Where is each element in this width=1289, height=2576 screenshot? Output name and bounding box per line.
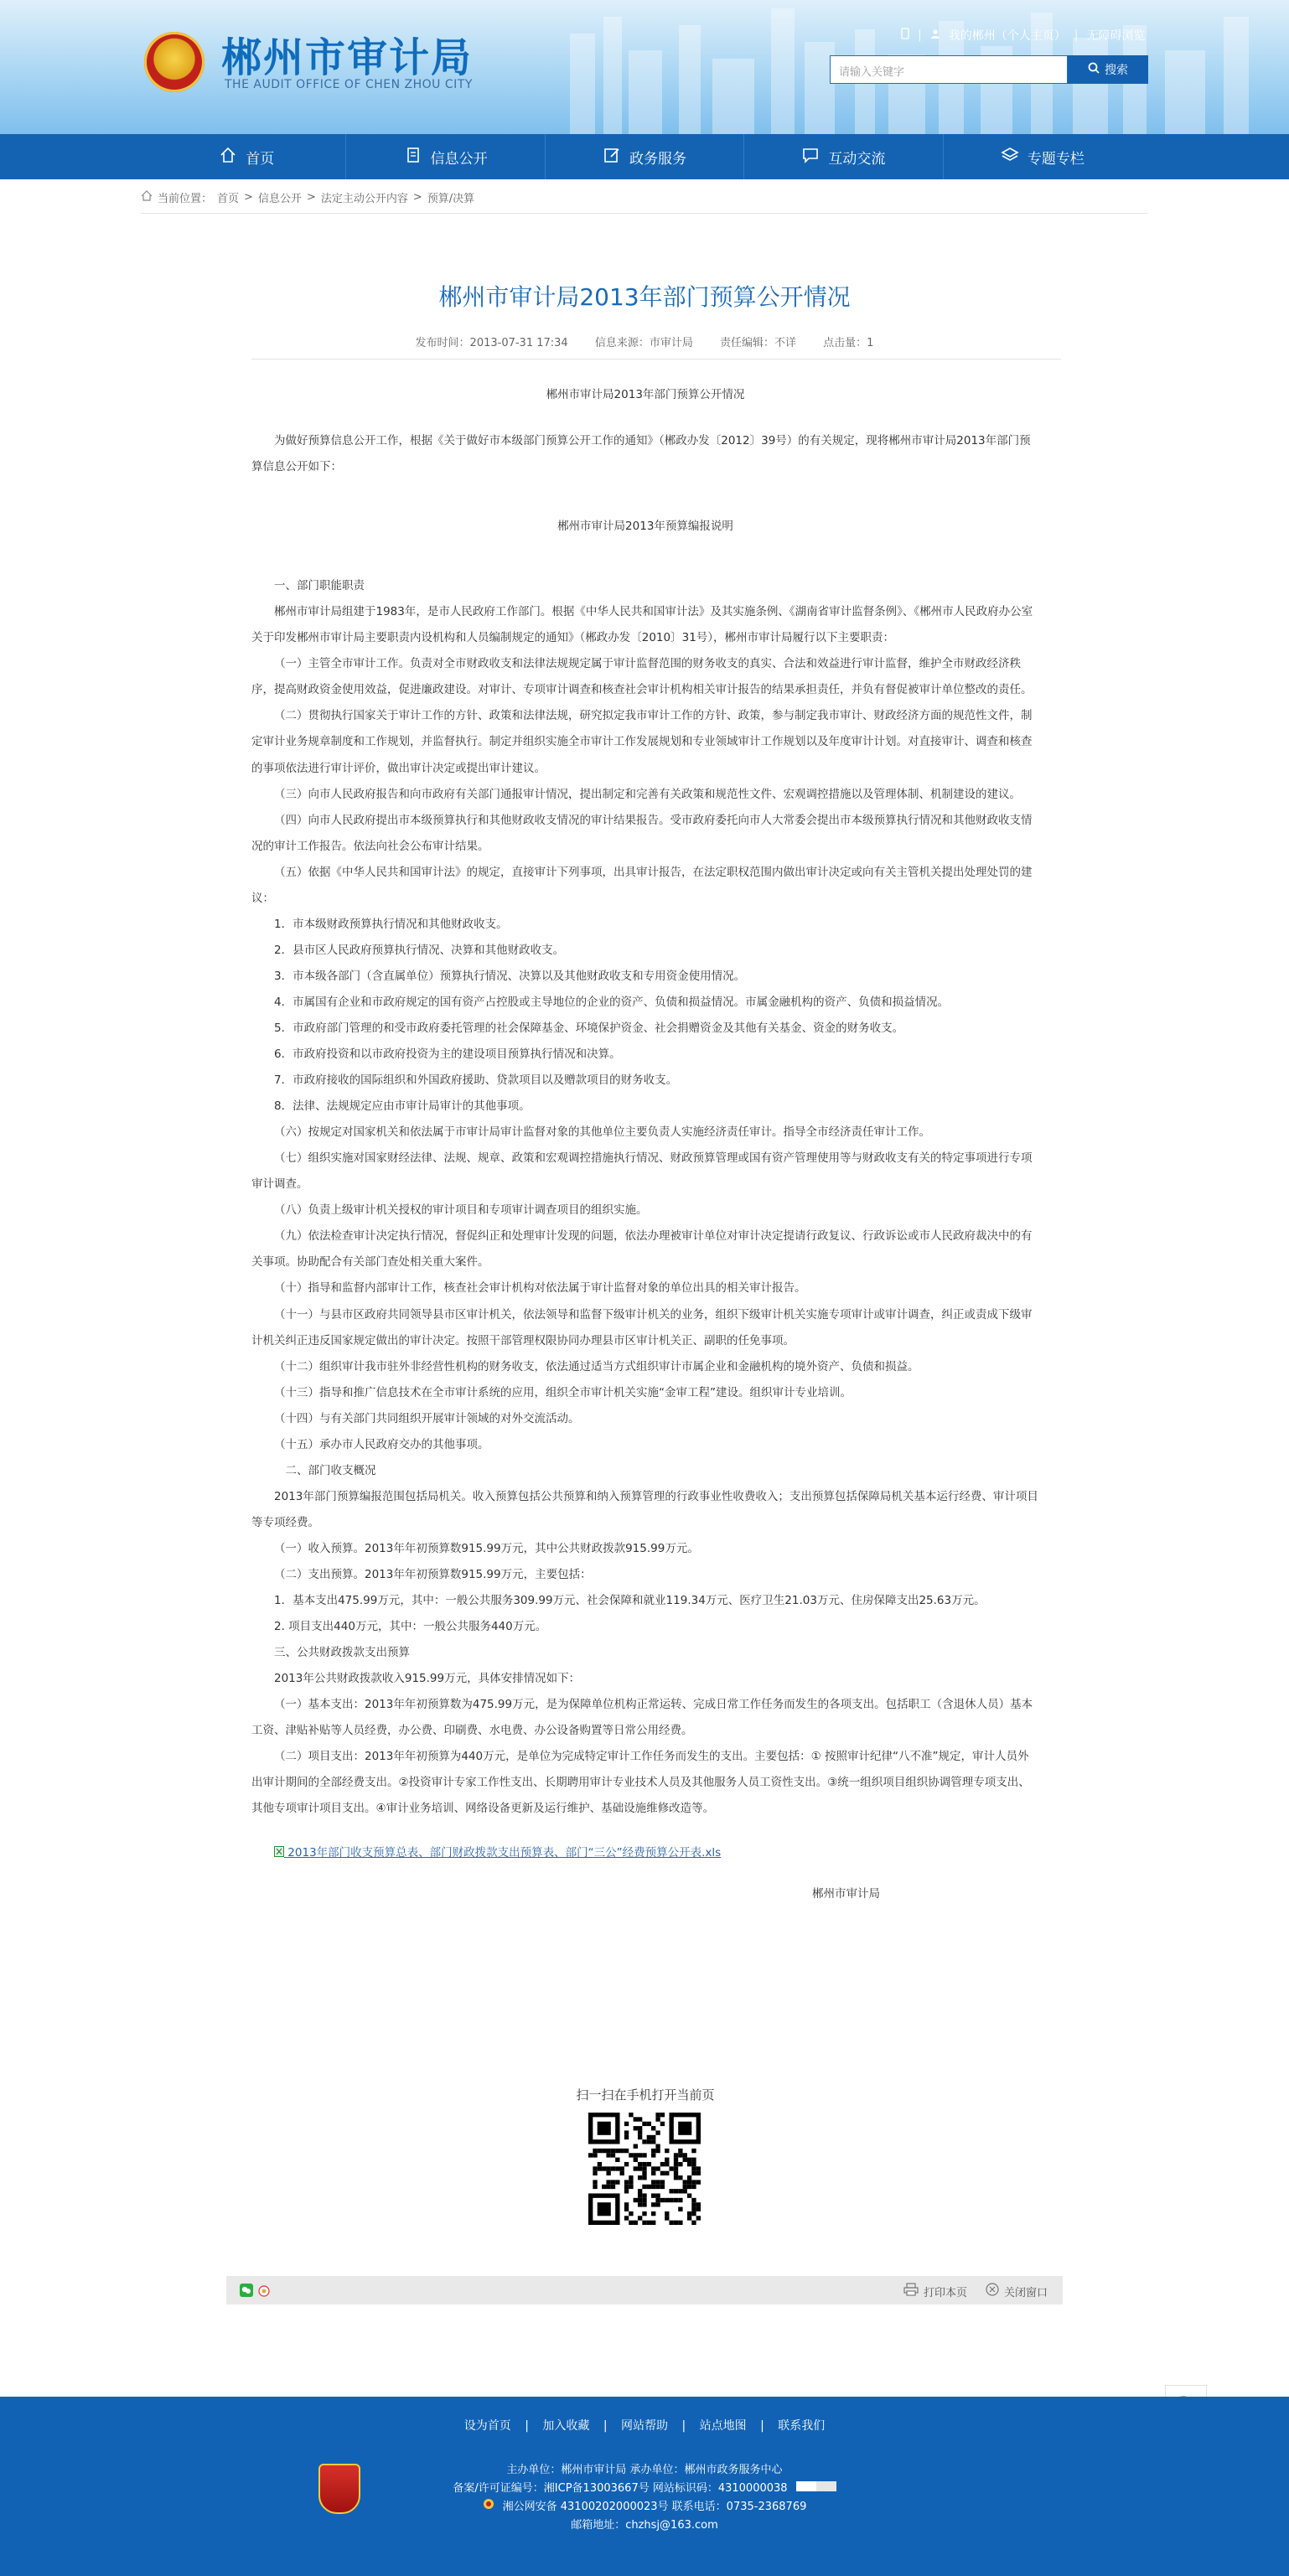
- qr-code: [588, 2113, 701, 2225]
- article-paragraph: 3．市本级各部门（含直属单位）预算执行情况、决算以及其他财政收支和专用资金使用情况。: [274, 969, 746, 983]
- article-paragraph: （四）向市人民政府提出市本级预算执行和其他财政收支情况的审计结果报告。受市政府委托向市人大常委会提出市本级预算执行情况和其他财政收支情况的审计工作报告。依法向社会公布审计结果。: [251, 813, 1033, 853]
- article-paragraph: 5．市政府部门管理的和受市政府委托管理的社会保障基金、环境保护资金、社会捐赠资金及其他有关基金、资金的财务收支。: [274, 1021, 904, 1035]
- site-header: [0, 0, 1289, 134]
- weibo-share-icon[interactable]: [257, 2284, 271, 2300]
- search-button-label: 搜索: [1105, 64, 1128, 77]
- footer-icp: [0, 2480, 1289, 2498]
- nav-item-home[interactable]: [148, 134, 346, 179]
- footer-link-favorites[interactable]: 加入收藏: [542, 2419, 590, 2433]
- responsible-editor: 责任编辑：不详: [720, 337, 797, 349]
- article-paragraph: 7．市政府接收的国际组织和外国政府援助、贷款项目以及赠款项目的财务收支。: [274, 1073, 678, 1088]
- main-nav: [0, 134, 1289, 179]
- footer-info: [0, 2461, 1289, 2535]
- article-paragraph: 1．市本级财政预算执行情况和其他财政收支。: [274, 917, 508, 931]
- top-link-separator: |: [1074, 28, 1079, 42]
- article-paragraph: 郴州市审计局2013年部门预算公开情况: [546, 388, 745, 401]
- article-paragraph: 2．县市区人民政府预算执行情况、决算和其他财政收支。: [274, 943, 565, 957]
- top-links: [901, 27, 1145, 44]
- search-input[interactable]: 请输入关键字: [830, 55, 1068, 84]
- attachment-filename: 2013年部门收支预算总表、部门财政拨款支出预算表、部门“三公”经费预算公开表.xls: [287, 1846, 722, 1860]
- breadcrumb: [141, 189, 474, 205]
- breadcrumb-item[interactable]: 信息公开: [257, 193, 302, 205]
- info-source: 信息来源：市审计局: [594, 337, 693, 349]
- footer-link-separator: |: [525, 2419, 529, 2433]
- article-paragraph: 6．市政府投资和以市政府投资为主的建设项目预算执行情况和决算。: [274, 1047, 621, 1062]
- article-paragraph: （十一）与县市区政府共同领导县市区审计机关，依法领导和监督下级审计机关的业务，组织下级审计机关实施专项审计或审计调查，纠正或责成下级审计机关纠正违反国家规定做出的审计决定。按照干部管理权限协同办理县市区审计机关正、副职的任免事项。: [251, 1307, 1033, 1347]
- footer-link-separator: |: [603, 2419, 608, 2433]
- nav-item-gov-services[interactable]: [546, 134, 744, 179]
- police-record-text: 湘公网安备 43100202000023号 联系电话：0735-2368769: [502, 2501, 807, 2513]
- breadcrumb-separator: >: [244, 191, 253, 204]
- document-icon: [404, 146, 422, 168]
- article-paragraph: （二）项目支出：2013年年初预算为440万元，是单位为完成特定审计工作任务而发生的支出。主要包括：① 按照审计纪律“八不准”规定，审计人员外出审计期间的全部经费支出。②投资审计专家工作性支出、长期聘用审计专业技术人员及其他服务人员工资性支出。③统一组织项目组织协调管理专项支出、其他专项审计项目支出。④审计业务培训、网络设备更新及运行维护、基础设施维修改造等。: [251, 1750, 1030, 1816]
- footer-link-separator: |: [760, 2419, 764, 2433]
- close-window-button[interactable]: [986, 2283, 1048, 2299]
- printer-icon: [903, 2283, 919, 2299]
- article-paragraph: （六）按规定对国家机关和依法属于市审计局审计监督对象的其他单位主要负责人实施经济责任审计。指导全市经济责任审计工作。: [274, 1125, 930, 1140]
- article-paragraph: 8．法律、法规规定应由市审计局审计的其他事项。: [274, 1099, 531, 1114]
- footer-link-sitemap[interactable]: 站点地图: [699, 2419, 747, 2433]
- my-chenzhou-link[interactable]: 我的郴州（个人主页）: [948, 29, 1066, 43]
- article-paragraphs: [251, 382, 1039, 1822]
- article-paragraph: （三）向市人民政府报告和向市政府有关部门通报审计情况，提出制定和完善有关政策和规范性文件、宏观调控措施以及管理体制、机制建设的建议。: [274, 787, 1021, 801]
- article-paragraph: 三、公共财政拨款支出预算: [274, 1646, 410, 1660]
- attachment-link[interactable]: [251, 1840, 1039, 1866]
- nav-item-info-disclosure[interactable]: [346, 134, 545, 179]
- site-name: 郴州市审计局: [221, 34, 474, 81]
- footer-email: 邮箱地址：chzhsj@163.com: [571, 2519, 718, 2532]
- breadcrumb-item[interactable]: 预算/决算: [427, 193, 475, 205]
- breadcrumb-prefix: 当前位置：: [158, 193, 213, 205]
- article-paragraph: 二、部门收支概况: [285, 1463, 376, 1477]
- edit-icon: [603, 146, 621, 168]
- close-icon: [986, 2283, 999, 2299]
- article-paragraph: 4．市属国有企业和市政府规定的国有资产占控股或主导地位的企业的资产、负债和损益情况。市属金融机构的资产、负债和损益情况。: [274, 995, 950, 1009]
- breadcrumb-separator: >: [412, 191, 422, 204]
- breadcrumb-divider: [141, 213, 1148, 214]
- article-meta: [226, 334, 1063, 349]
- police-badge-icon: [483, 2498, 494, 2517]
- article-paragraph: 1．基本支出475.99万元，其中：一般公共服务309.99万元、社会保障和就业119.34万元、医疗卫生21.03万元、住房保障支出25.63万元。: [274, 1594, 986, 1608]
- footer-link-contact[interactable]: 联系我们: [778, 2419, 826, 2433]
- print-label: 打印本页: [923, 2286, 967, 2299]
- chat-icon: [801, 146, 820, 168]
- nav-label: 政务服务: [629, 150, 687, 168]
- article-paragraph: （二）贯彻执行国家关于审计工作的方针、政策和法律法规，研究拟定我市审计工作的方针、政策，参与制定我市审计、财政经济方面的规范性文件，制定审计业务规章制度和工作规划，并监督执行。制定并组织实施全市审计工作发展规划和专业领域审计工作规划以及年度审计计划。对直接审计、调查和核查的事项依法进行审计评价，做出审计决定或提出审计建议。: [251, 709, 1033, 775]
- article-toolbar: [226, 2276, 1063, 2304]
- article-paragraph: 郴州市审计局组建于1983年，是市人民政府工作部门。根据《中华人民共和国审计法》及其实施条例、《湖南省审计监督条例》、《郴州市人民政府办公室关于印发郴州市审计局主要职责内设机构和人员编制规定的通知》（郴政办发〔2010〕31号），郴州市审计局履行以下主要职责：: [251, 605, 1033, 645]
- wechat-share-icon[interactable]: [240, 2284, 253, 2300]
- search-button[interactable]: [1068, 55, 1148, 84]
- nav-label: 专题专栏: [1027, 150, 1085, 168]
- footer-link-separator: |: [681, 2419, 686, 2433]
- national-emblem-logo: [144, 32, 204, 92]
- site-footer: [0, 2397, 1289, 2576]
- nav-label: 首页: [246, 150, 275, 168]
- article-paragraph: （七）组织实施对国家财经法律、法规、规章、政策和宏观调控措施执行情况、财政预算管理或国有资产管理使用等与财政收支有关的特定事项进行专项审计调查。: [251, 1151, 1033, 1192]
- footer-host: 主办单位：郴州市审计局 承办单位：郴州市政务服务中心: [506, 2464, 783, 2476]
- meta-divider: [251, 359, 1061, 360]
- cnzz-stats-icon[interactable]: [796, 2480, 836, 2498]
- home-icon: [141, 190, 153, 204]
- home-icon: [219, 146, 237, 168]
- share-icons: [240, 2284, 271, 2300]
- click-count: 点击量：1: [823, 337, 874, 349]
- toolbar-actions: [903, 2283, 1048, 2299]
- article-paragraph: （一）收入预算。2013年年初预算数915.99万元，其中公共财政拨款915.99万元。: [274, 1541, 699, 1555]
- article-paragraph: （一）主管全市审计工作。负责对全市财政收支和法律法规规定属于审计监督范围的财务收支的真实、合法和效益进行审计监督，维护全市财政经济秩序，提高财政资金使用效益，促进廉政建设。对审计、专项审计调查和核查社会审计机构相关审计报告的结果承担责任，并负有督促被审计单位整改的责任。: [251, 657, 1033, 697]
- search-icon: [1088, 62, 1100, 77]
- article-paragraph: （五）依据《中华人民共和国审计法》的规定，直接审计下列事项，出具审计报告，在法定职权范围内做出审计决定或向有关主管机关提出处理处罚的建议：: [251, 865, 1033, 905]
- nav-item-interaction[interactable]: [744, 134, 943, 179]
- mobile-icon[interactable]: [901, 28, 909, 43]
- article-paragraph: （八）负责上级审计机关授权的审计项目和专项审计调查项目的组织实施。: [274, 1203, 648, 1218]
- breadcrumb-item[interactable]: 法定主动公开内容: [320, 193, 408, 205]
- footer-links: [0, 2417, 1289, 2434]
- qr-label: 扫一扫在手机打开当前页: [576, 2087, 715, 2103]
- article-paragraph: （一）基本支出：2013年年初预算数为475.99万元，是为保障单位机构正常运转、完成日常工作任务而发生的各项支出。包括职工（含退休人员）基本工资、津贴补贴等人员经费，办公费、印刷费、水电费、办公设备购置等日常公用经费。: [251, 1698, 1033, 1738]
- article-paragraph: （九）依法检查审计决定执行情况，督促纠正和处理审计发现的问题，依法办理被审计单位对审计决定提请行政复议、行政诉讼或市人民政府裁决中的有关事项。协助配合有关部门查处相关重大案件。: [251, 1229, 1033, 1270]
- article-paragraph: 2013年公共财政拨款收入915.99万元，具体安排情况如下：: [274, 1672, 581, 1686]
- article-body: [251, 382, 1039, 1908]
- article-paragraph: 为做好预算信息公开工作，根据《关于做好市本级部门预算公开工作的通知》（郴政办发〔2012〕39号）的有关规定，现将郴州市审计局2013年部门预算信息公开如下：: [251, 434, 1031, 474]
- user-icon: [930, 28, 940, 42]
- publish-time: 发布时间：2013-07-31 17:34: [415, 337, 568, 349]
- icp-text: 备案/许可证编号：湘ICP备13003667号 网站标识码：4310000038: [453, 2482, 788, 2495]
- accessibility-link[interactable]: 无障碍浏览: [1086, 29, 1146, 43]
- article-paragraph: （十三）指导和推广信息技术在全市审计系统的应用，组织全市审计机关实施“金审工程”建设。组织审计专业培训。: [274, 1385, 852, 1399]
- article-paragraph: 2. 项目支出440万元，其中：一般公共服务440万元。: [274, 1620, 547, 1634]
- article-paragraph: （十）指导和监督内部审计工作，核查社会审计机构对依法属于审计监督对象的单位出具的相关审计报告。: [274, 1281, 806, 1296]
- site-name-english: THE AUDIT OFFICE OF CHEN ZHOU CITY: [225, 78, 473, 91]
- article-paragraph: （十四）与有关部门共同组织开展审计领域的对外交流活动。: [274, 1411, 580, 1425]
- article-paragraph: 一、部门职能职责: [274, 579, 365, 593]
- article-paragraph: （十五）承办市人民政府交办的其他事项。: [274, 1437, 489, 1451]
- article-paragraph: 郴州市审计局2013年预算编报说明: [557, 520, 733, 534]
- breadcrumb-separator: >: [306, 191, 316, 204]
- nav-label: 信息公开: [430, 150, 488, 168]
- footer-link-set-homepage[interactable]: 设为首页: [463, 2419, 511, 2433]
- nav-item-special-topics[interactable]: [944, 134, 1141, 179]
- breadcrumb-item[interactable]: 首页: [217, 193, 240, 205]
- article-paragraph: （十二）组织审计我市驻外非经营性机构的财务收支，依法通过适当方式组织审计市属企业和金融机构的境外资产、负债和损益。: [274, 1359, 919, 1373]
- article-title: 郴州市审计局2013年部门预算公开情况: [438, 283, 851, 311]
- article-paragraph: （二）支出预算。2013年年初预算数915.99万元，主要包括：: [274, 1567, 592, 1581]
- nav-label: 互动交流: [828, 150, 886, 168]
- footer-police: [0, 2498, 1289, 2517]
- excel-file-icon: [274, 1846, 284, 1860]
- footer-link-help[interactable]: 网站帮助: [621, 2419, 668, 2433]
- print-button[interactable]: [903, 2283, 967, 2299]
- top-link-separator: |: [918, 28, 922, 42]
- article-paragraph: 2013年部门预算编报范围包括局机关。收入预算包括公共预算和纳入预算管理的行政事业性收费收入；支出预算包括保障局机关基本运行经费、审计项目等专项经费。: [251, 1489, 1038, 1529]
- article-signature: 郴州市审计局: [812, 1887, 880, 1901]
- close-label: 关闭窗口: [1003, 2286, 1048, 2299]
- layers-icon: [1001, 146, 1019, 168]
